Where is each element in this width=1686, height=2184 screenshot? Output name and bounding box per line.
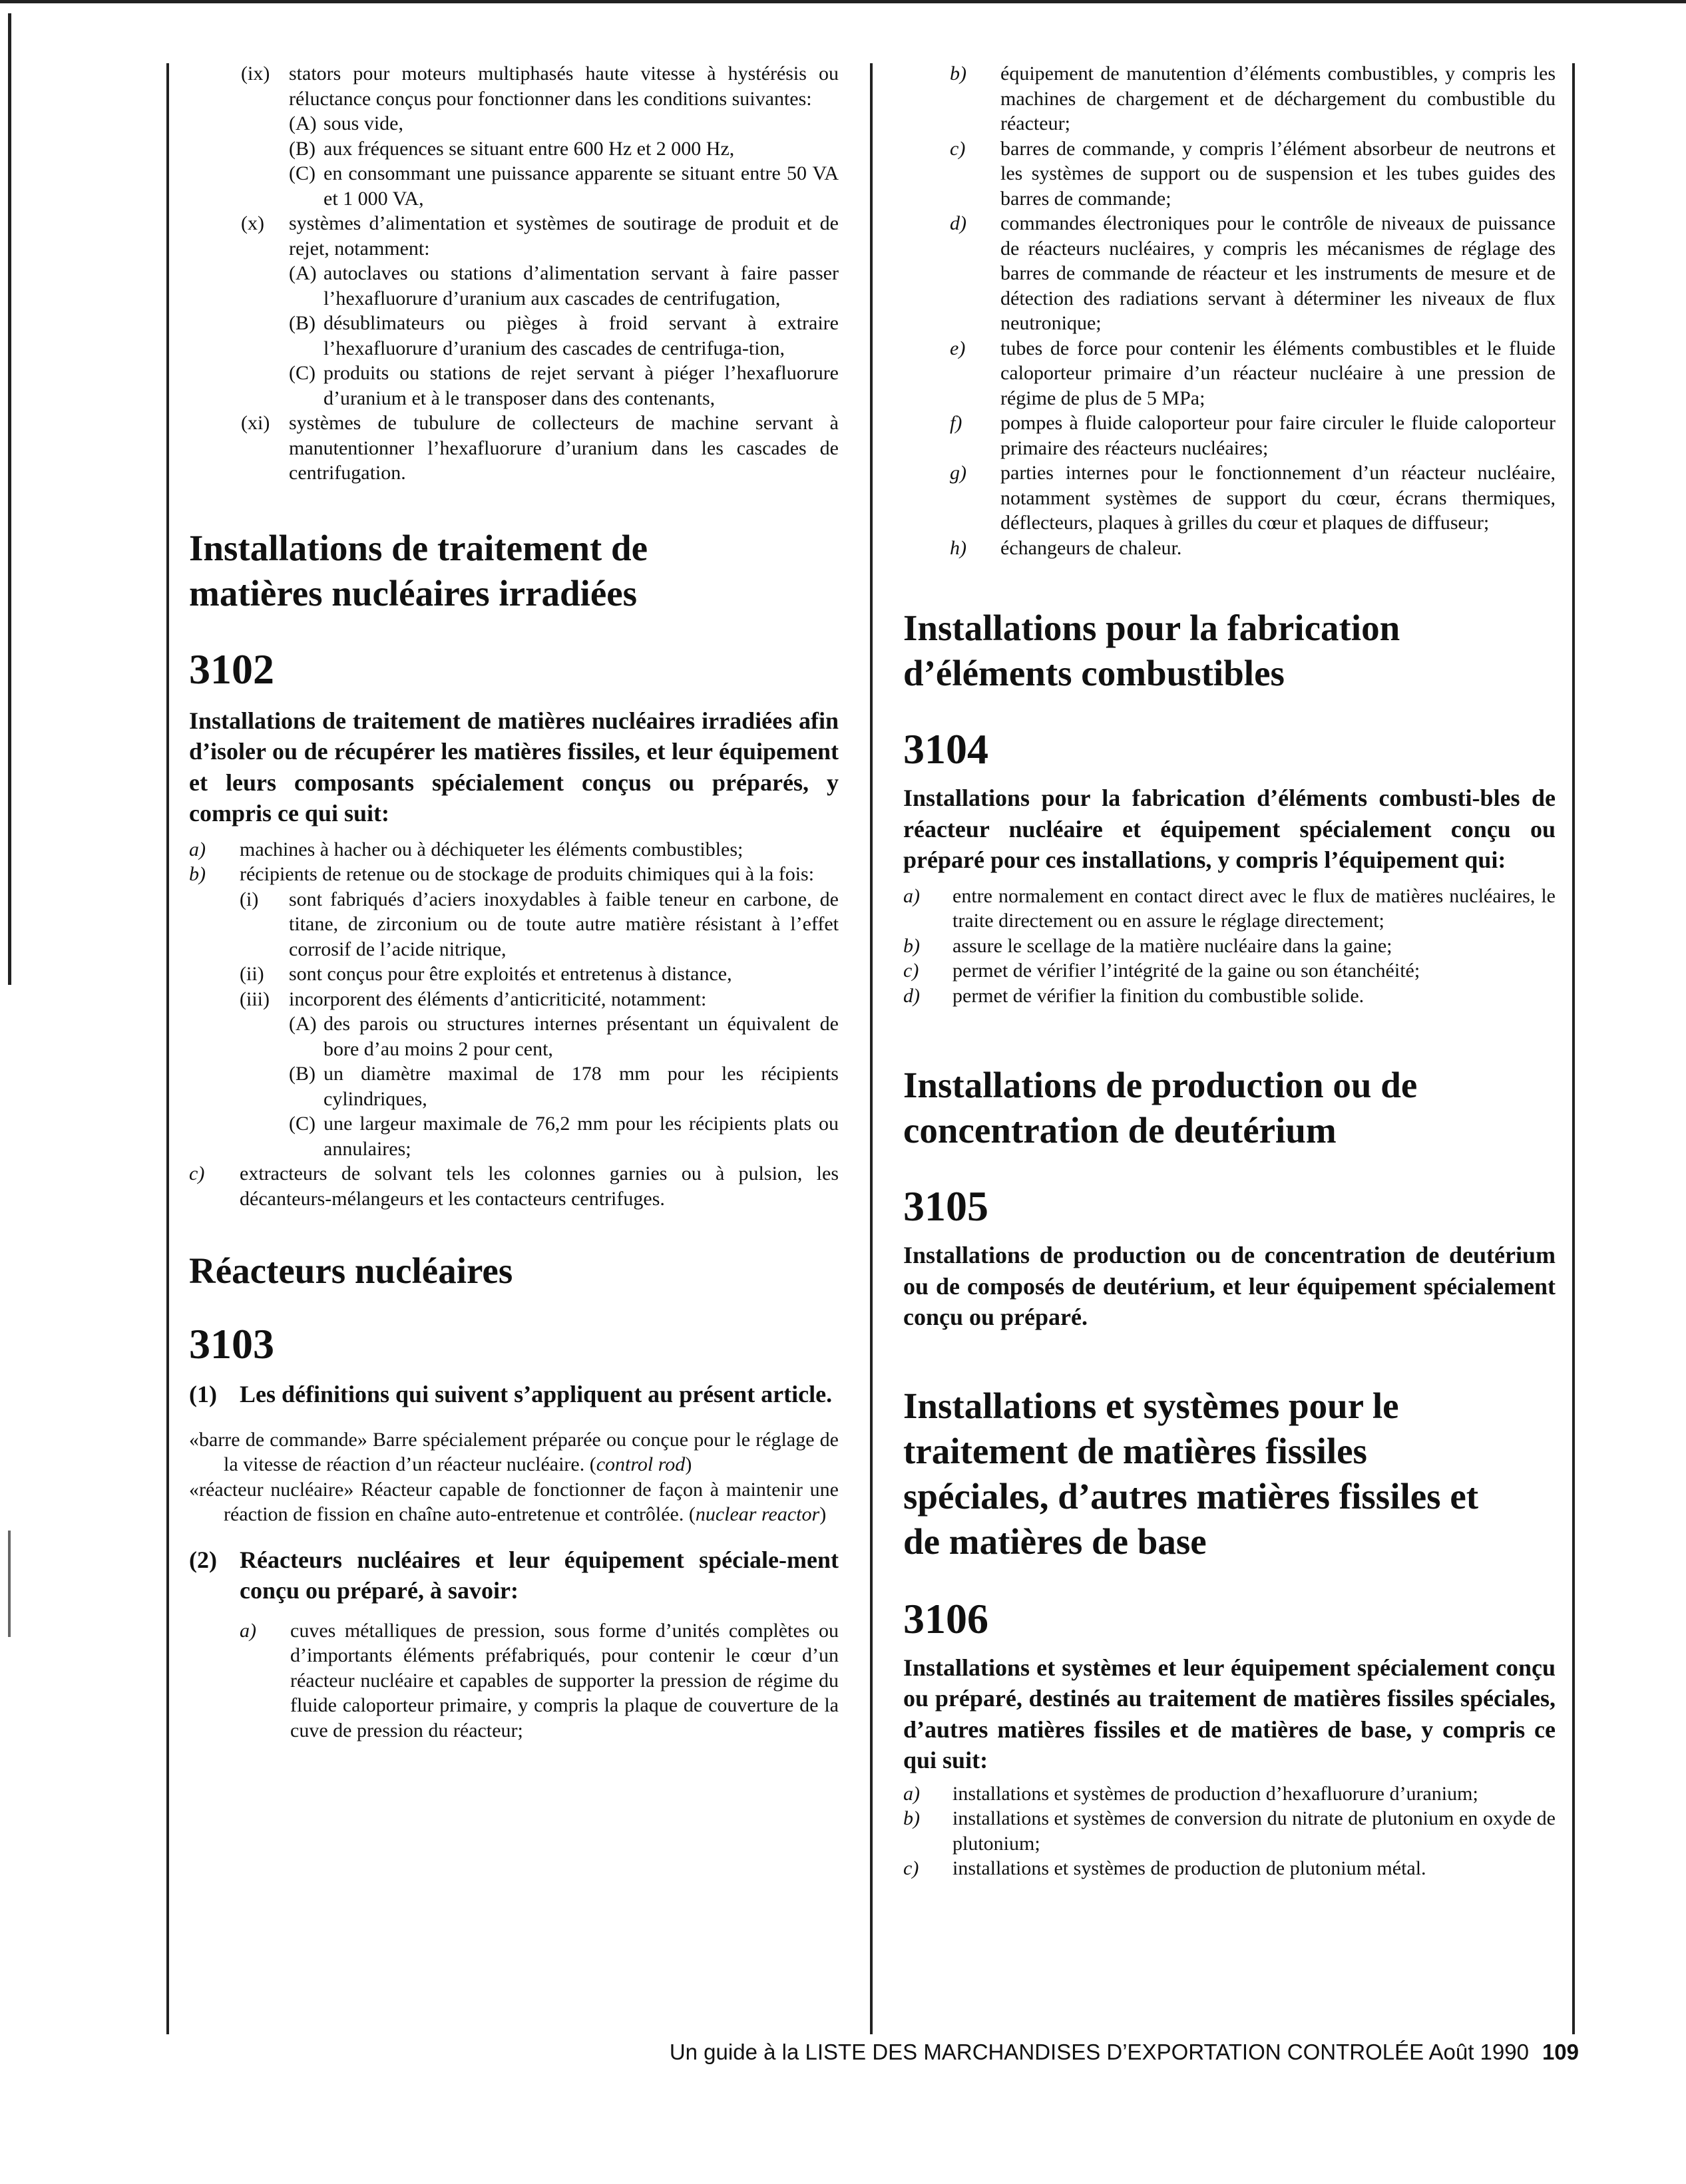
footer-title: Un guide à la LISTE DES MARCHANDISES D’EXPORTATION CONTROLÉE Août 1990 bbox=[669, 2040, 1529, 2064]
list-item: a) entre normalement en contact direct avec le flux de matières nucléaires, le traite directement ou en assure le réglage directement; bbox=[903, 884, 1556, 932]
article-number: 3106 bbox=[903, 1594, 988, 1642]
list-item: (B) un diamètre maximal de 178 mm pour les récipients cylindriques, bbox=[289, 1063, 839, 1110]
section-heading: Installations de production ou de concentration de deutérium bbox=[903, 1065, 1418, 1151]
list-item: (C) en consommant une puissance apparente se situant entre 50 VA et 1 000 VA, bbox=[289, 162, 839, 210]
list-item: (C) produits ou stations de rejet servant à piéger l’hexafluorure d’uranium et à le transposer dans des contenants, bbox=[289, 362, 839, 409]
scan-edge-mark bbox=[8, 13, 11, 985]
article-intro: Installations et systèmes et leur équipement spécialement conçu ou préparé, destinés au traitement de matières fissiles spéciales, d’autres matières fissiles et de matières de base, y compris ce qui suit: bbox=[903, 1654, 1556, 1773]
list-item: (ix) stators pour moteurs multiphasés haute vitesse à hystérésis ou réluctance conçus pour fonctionner dans les conditions suivantes: bbox=[241, 63, 839, 110]
list-item: (A) des parois ou structures internes présentant un équivalent de bore d’au moins 2 pour cent, bbox=[289, 1013, 839, 1060]
list-item: b) assure le scellage de la matière nucléaire dans la gaine; bbox=[903, 934, 1392, 957]
right-column bbox=[903, 61, 1556, 1881]
section-heading: Installations et systèmes pour le traitement de matières fissiles spéciales, d’autres matières fissiles et de matières de base bbox=[903, 1385, 1479, 1562]
list-item: d) commandes électroniques pour le contrôle de niveaux de puissance de réacteurs nucléaires, y compris les mécanismes de réglage des barres de commande de réacteur et les instruments de mesure et de détection des radiations servant à déterminer les niveaux de flux neutronique; bbox=[950, 212, 1556, 334]
list-item: b) récipients de retenue ou de stockage de produits chimiques qui à la fois: bbox=[189, 863, 815, 885]
article-intro: Installations de production ou de concentration de deutérium ou de composés de deutérium, et leur équipement spécialement conçu ou préparé. bbox=[903, 1242, 1556, 1330]
list-item: b) installations et systèmes de conversion du nitrate de plutonium en oxyde de plutonium; bbox=[903, 1807, 1556, 1855]
list-item: f) pompes à fluide caloporteur pour faire circuler le fluide caloporteur primaire des réacteurs nucléaires; bbox=[950, 412, 1556, 459]
list-item: (B) désublimateurs ou pièges à froid servant à extraire l’hexafluorure d’uranium des cascades de centrifuga-tion, bbox=[289, 312, 839, 359]
left-column-rule bbox=[166, 63, 169, 2034]
list-item: e) tubes de force pour contenir les éléments combustibles et le fluide caloporteur primaire d’un réacteur nucléaire à une pression de régime de plus de 5 MPa; bbox=[950, 337, 1556, 409]
list-item: (i) sont fabriqués d’aciers inoxydables à faible teneur en carbone, de titane, de zirconium ou de toute autre matière résistant à l’effet corrosif de l’acide nitrique, bbox=[240, 888, 839, 960]
list-item: a) cuves métalliques de pression, sous forme d’unités complètes ou d’importants éléments préfabriqués, pour contenir le cœur d’un réacteur nucléaire et capables de supporter la pression de régime du fluide caloporteur primaire, y compris la plaque de couverture de la cuve de pression du réacteur; bbox=[240, 1619, 839, 1741]
section-heading: Installations pour la fabrication d’éléments combustibles bbox=[903, 608, 1400, 693]
subsection-heading: (1) Les définitions qui suivent s’appliquent au présent article. bbox=[189, 1381, 833, 1407]
article-number: 3103 bbox=[189, 1320, 274, 1367]
right-column-rule bbox=[1572, 63, 1575, 2034]
list-item: (ii) sont conçus pour être exploités et entretenus à distance, bbox=[240, 963, 732, 985]
section-heading: Réacteurs nucléaires bbox=[189, 1250, 513, 1291]
list-item: c) extracteurs de solvant tels les colonnes garnies ou à pulsion, les décanteurs-mélangeurs et les contacteurs centrifuges. bbox=[189, 1163, 839, 1210]
article-number: 3104 bbox=[903, 725, 988, 773]
list-item: (xi) systèmes de tubulure de collecteurs de machine servant à manutentionner l’hexafluorure d’uranium dans les cascades de centrifugation. bbox=[241, 412, 839, 484]
list-item: d) permet de vérifier la finition du combustible solide. bbox=[903, 984, 1365, 1007]
section-heading: Installations de traitement de matières nucléaires irradiées bbox=[189, 527, 648, 614]
scan-edge-mark-lower bbox=[8, 1531, 11, 1637]
left-column bbox=[189, 61, 839, 1743]
top-border bbox=[0, 0, 1686, 3]
list-item: (C) une largeur maximale de 76,2 mm pour les récipients plats ou annulaires; bbox=[289, 1113, 839, 1160]
list-item: a) installations et systèmes de production d’hexafluorure d’uranium; bbox=[903, 1782, 1478, 1805]
center-column-rule bbox=[870, 63, 873, 2034]
list-item: (A) sous vide, bbox=[289, 112, 403, 134]
list-item: c) permet de vérifier l’intégrité de la gaine ou son étanchéité; bbox=[903, 960, 1420, 982]
article-number: 3105 bbox=[903, 1183, 988, 1230]
subsection-heading: (2) Réacteurs nucléaires et leur équipement spéciale-ment conçu ou préparé, à savoir: bbox=[189, 1546, 839, 1604]
list-item: (B) aux fréquences se situant entre 600 Hz et 2 000 Hz, bbox=[289, 137, 735, 160]
list-item: h) échangeurs de chaleur. bbox=[950, 536, 1182, 559]
page-number: 109 bbox=[1542, 2040, 1579, 2064]
list-item: (A) autoclaves ou stations d’alimentation servant à faire passer l’hexafluorure d’uranium aux cascades de centrifugation, bbox=[289, 262, 839, 309]
article-intro: Installations de traitement de matières nucléaires irradiées afin d’isoler ou de récupérer les matières fissiles, et leur équipement et leurs composants spécialement conçus ou préparés, y compris ce qui suit: bbox=[189, 707, 839, 826]
list-item: g) parties internes pour le fonctionnement d’un réacteur nucléaire, notamment systèmes de support du cœur, écrans thermiques, déflecteurs, plaques à grilles du cœur et plaques de diffuseur; bbox=[950, 462, 1556, 534]
list-item: a) machines à hacher ou à déchiqueter les éléments combustibles; bbox=[189, 838, 743, 860]
article-intro: Installations pour la fabrication d’éléments combusti-bles de réacteur nucléaire et équipement spécialement conçu ou préparé pour ces installations, y compris l’équipement qui: bbox=[903, 785, 1556, 873]
page-footer bbox=[626, 2039, 1579, 2066]
list-item: c) installations et systèmes de production de plutonium métal. bbox=[903, 1857, 1426, 1879]
list-item: b) équipement de manutention d’éléments combustibles, y compris les machines de chargement et de déchargement du combustible du réacteur; bbox=[950, 63, 1556, 134]
list-item: (iii) incorporent des éléments d’anticriticité, notamment: bbox=[240, 988, 707, 1010]
article-number: 3102 bbox=[189, 645, 274, 693]
definition: «barre de commande» Barre spécialement préparée ou conçue pour le réglage de la vitesse de réaction d’un réacteur nucléaire. (control rod) bbox=[189, 1428, 839, 1475]
definition: «réacteur nucléaire» Réacteur capable de fonctionner de façon à maintenir une réaction de fission en chaîne auto-entretenue et contrôlée. (nuclear reactor) bbox=[189, 1478, 839, 1525]
list-item: c) barres de commande, y compris l’élément absorbeur de neutrons et les systèmes de support ou de suspension et les tubes guides des barres de commande; bbox=[950, 137, 1556, 210]
list-item: (x) systèmes d’alimentation et systèmes de soutirage de produit et de rejet, notamment: bbox=[241, 212, 839, 260]
